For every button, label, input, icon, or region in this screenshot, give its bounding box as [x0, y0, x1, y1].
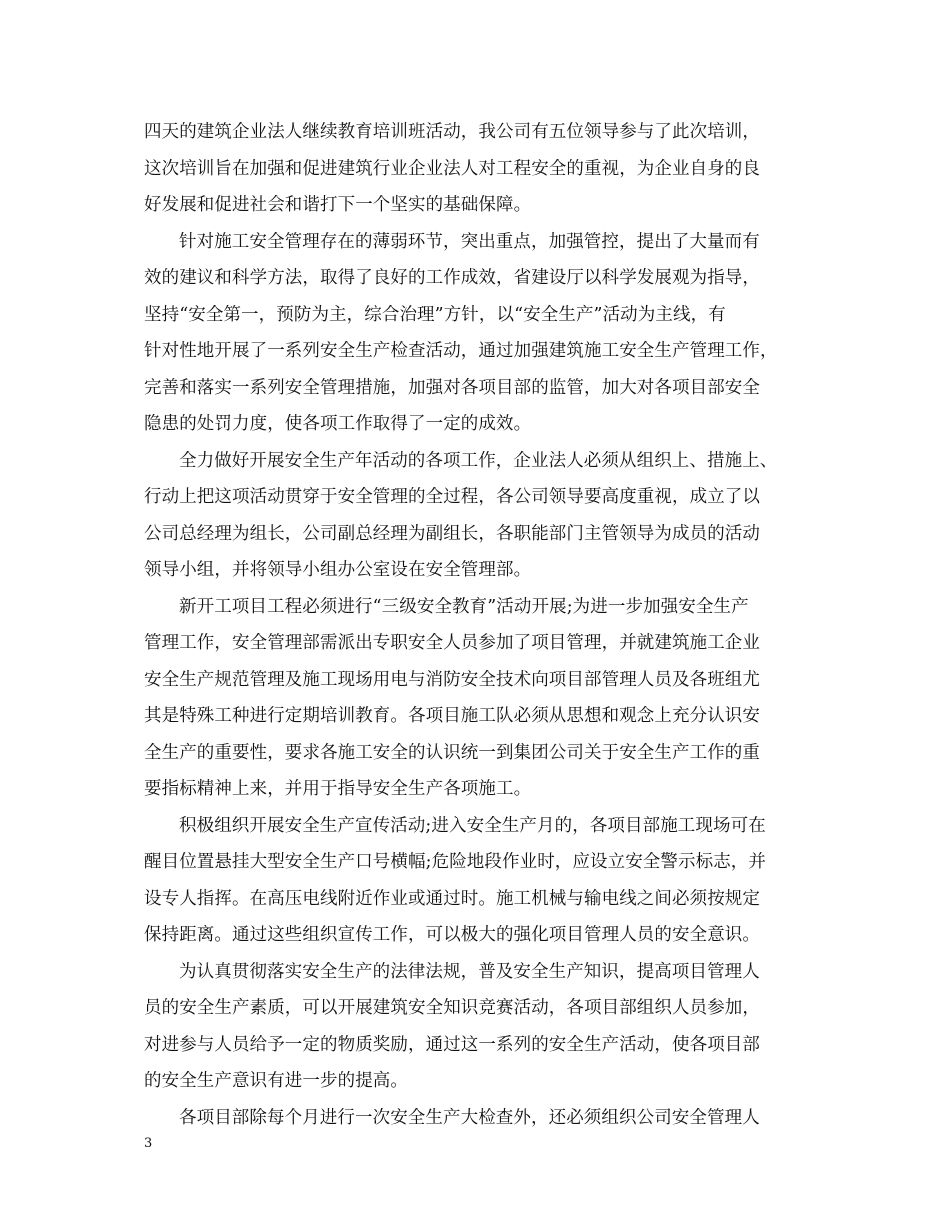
text-line: 针对性地开展了一系列安全生产检查活动，通过加强建筑施工安全生产管理工作，	[144, 341, 778, 361]
text-line: 公司总经理为组长，公司副总经理为副组长，各职能部门主管领导为成员的活动	[144, 523, 760, 544]
text-line: 保持距离。通过这些组织宣传工作，可以极大的强化项目管理人员的安全意识。	[144, 925, 760, 945]
text-line: 这次培训旨在加强和促进建筑行业企业法人对工程安全的重视，为企业自身的良	[144, 158, 760, 179]
text-line: 对进参与人员给予一定的物质奖励，通过这一系列的安全生产活动，使各项目部	[144, 1034, 760, 1055]
text-line: 的安全生产意识有进一步的提高。	[144, 1071, 408, 1091]
text-line: 行动上把这项活动贯穿于安全管理的全过程，各公司领导要高度重视，成立了以	[144, 487, 760, 507]
text-line: 坚持“安全第一，预防为主，综合治理”方针，以“安全生产”活动为主线，有	[144, 304, 726, 325]
body-text	[144, 114, 824, 1136]
text-line: 全生产的重要性，要求各施工安全的认识统一到集团公司关于安全生产工作的重	[144, 742, 760, 763]
text-line: 各项目部除每个月进行一次安全生产大检查外，还必须组织公司安全管理人	[179, 1107, 760, 1128]
text-line: 效的建议和科学方法，取得了良好的工作成效，省建设厅以科学发展观为指导，	[144, 268, 760, 288]
text-line: 要指标精神上来，并用于指导安全生产各项施工。	[144, 779, 532, 799]
text-line: 积极组织开展安全生产宣传活动;进入安全生产月的，各项目部施工现场可在	[179, 815, 766, 836]
text-line: 为认真贯彻落实安全生产的法律法规，普及安全生产知识，提高项目管理人	[179, 961, 760, 982]
text-line: 安全生产规范管理及施工现场用电与消防安全技术向项目部管理人员及各班组尤	[144, 669, 760, 690]
text-line: 新开工项目工程必须进行“三级安全教育”活动开展;为进一步加强安全生产	[179, 596, 749, 617]
text-line: 领导小组，并将领导小组办公室设在安全管理部。	[144, 560, 532, 580]
text-line: 针对施工安全管理存在的薄弱环节，突出重点，加强管控，提出了大量而有	[179, 231, 760, 252]
text-line: 设专人指挥。在高压电线附近作业或通过时。施工机械与输电线之间必须按规定	[144, 888, 760, 909]
text-line: 隐患的处罚力度，使各项工作取得了一定的成效。	[144, 414, 532, 434]
text-line: 好发展和促进社会和谐打下一个坚实的基础保障。	[144, 195, 532, 215]
text-line: 全力做好开展安全生产年活动的各项工作，企业法人必须从组织上、措施上、	[179, 450, 778, 471]
text-line: 员的安全生产素质，可以开展建筑安全知识竞赛活动，各项目部组织人员参加，	[144, 998, 760, 1018]
page-number: 3	[144, 1136, 153, 1151]
text-line: 完善和落实一系列安全管理措施，加强对各项目部的监管，加大对各项目部安全	[144, 377, 760, 398]
text-line: 其是特殊工种进行定期培训教育。各项目施工队必须从思想和观念上充分认识安	[144, 706, 760, 726]
text-line: 醒目位置悬挂大型安全生产口号横幅;危险地段作业时，应设立安全警示标志，并	[144, 852, 766, 872]
text-line: 管理工作，安全管理部需派出专职安全人员参加了项目管理，并就建筑施工企业	[144, 633, 760, 653]
text-line: 四天的建筑企业法人继续教育培训班活动，我公司有五位领导参与了此次培训，	[144, 122, 760, 142]
